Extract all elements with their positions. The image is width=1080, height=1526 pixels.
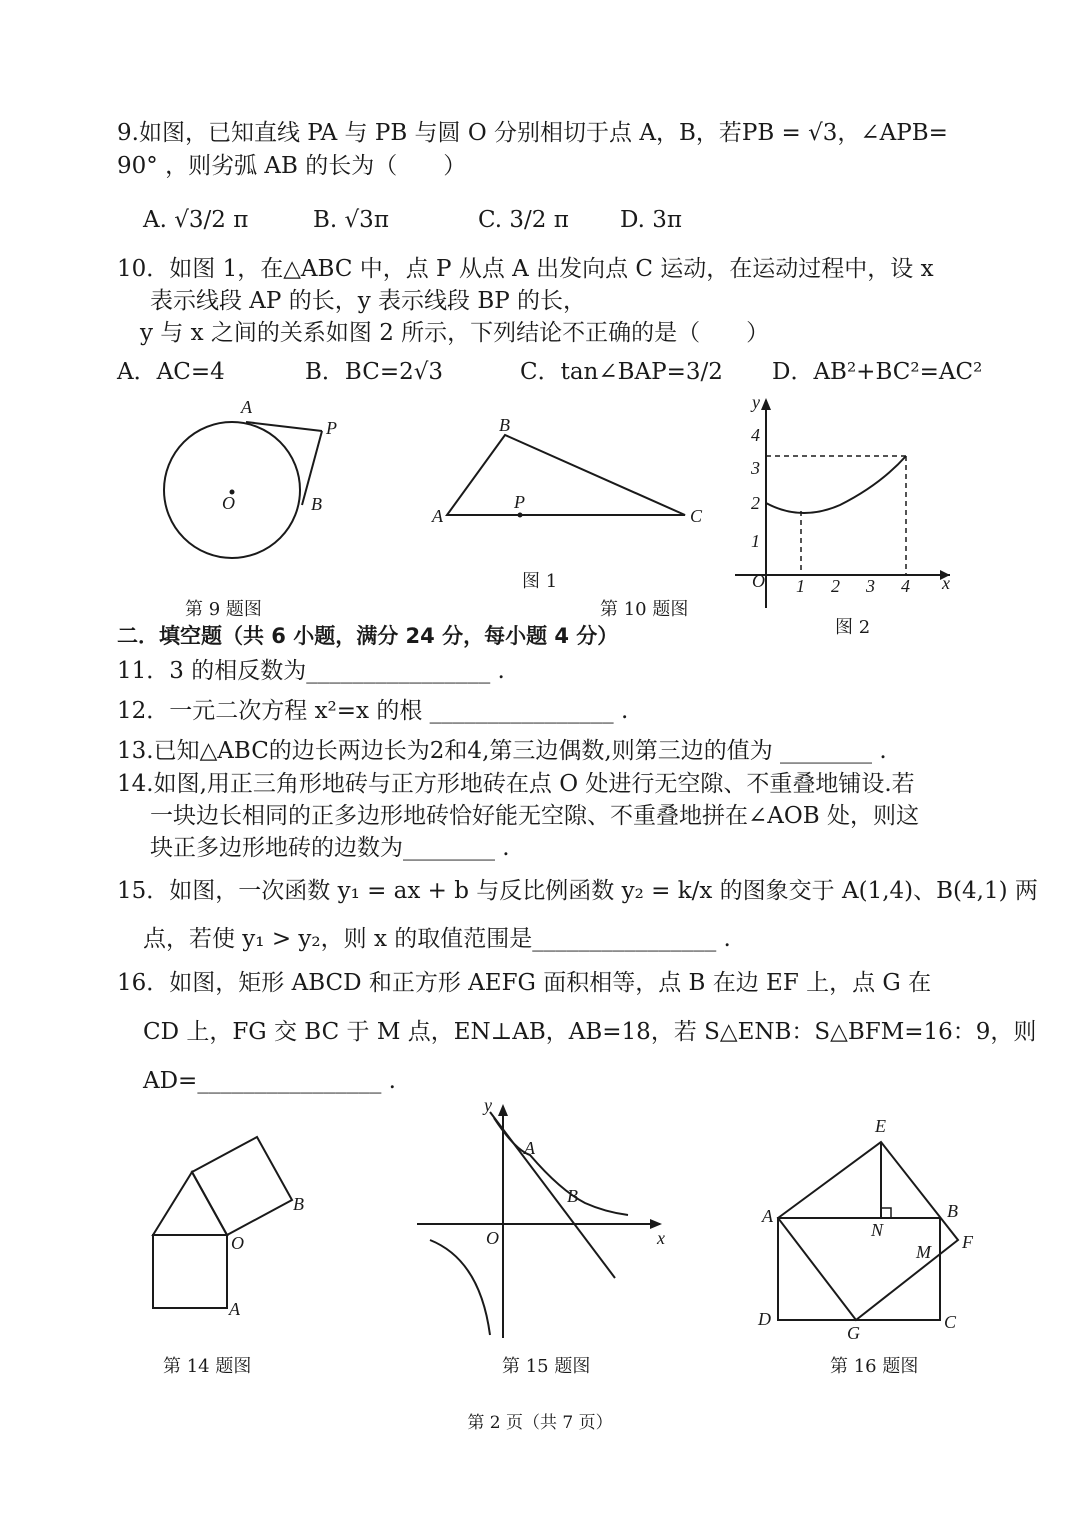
- fig15-label-b: B: [567, 1186, 578, 1206]
- fig9-label-b: B: [311, 494, 322, 514]
- fig15-axis-x: x: [657, 1228, 665, 1248]
- fig9-label-a: A: [241, 397, 252, 417]
- q10-option-b: B．BC=2√3: [305, 359, 444, 385]
- q9-option-d: D. 3π: [620, 207, 682, 233]
- fig15-axis-y: y: [484, 1095, 492, 1115]
- fig9-caption: 第 9 题图: [185, 599, 262, 620]
- fig14-caption: 第 14 题图: [163, 1356, 252, 1377]
- fig15-graph: [417, 1108, 660, 1338]
- fig15-label-a: A: [524, 1138, 535, 1158]
- fig15-caption: 第 15 题图: [502, 1356, 591, 1377]
- section2-heading: 二．填空题（共 6 小题，满分 24 分，每小题 4 分）: [117, 624, 619, 648]
- q15-line1: 15．如图，一次函数 y₁ = ax + b 与反比例函数 y₂ = k/x 的图象交于 A(1,4)、B(4,1) 两: [117, 878, 1038, 904]
- q13: 13.已知△ABC的边长两边长为2和4,第三边偶数,则第三边的值为 ________ .: [117, 738, 887, 764]
- q9-option-c: C. 3/2 π: [478, 207, 569, 233]
- q10-line3: y 与 x 之间的关系如图 2 所示，下列结论不正确的是（ ）: [140, 320, 770, 346]
- fig10-triangle: [447, 435, 685, 515]
- q16-line3: AD=________________ .: [143, 1068, 396, 1094]
- q14-line1: 14.如图,用正三角形地砖与正方形地砖在点 O 处进行无空隙、不重叠地铺设.若: [117, 771, 915, 797]
- q9-line1: 9.如图，已知直线 PA 与 PB 与圆 O 分别相切于点 A，B，若PB = √3，∠APB=: [117, 120, 948, 146]
- fig14-label-o: O: [231, 1233, 244, 1253]
- q16-line2: CD 上，FG 交 BC 于 M 点，EN⊥AB，AB=18，若 S△ENB：S△BFM=16：9，则: [143, 1019, 1037, 1045]
- q10-option-a: A．AC=4: [117, 359, 225, 385]
- fig9-label-p: P: [326, 418, 337, 438]
- q9-line2: 90° ，则劣弧 AB 的长为（ ）: [117, 153, 467, 179]
- fig16-caption: 第 16 题图: [830, 1356, 919, 1377]
- fig10-caption: 第 10 题图: [600, 599, 689, 620]
- fig16-label-a: A: [762, 1206, 773, 1226]
- fig10-ytick: 3: [751, 458, 760, 478]
- fig16-label-f: F: [962, 1232, 973, 1252]
- fig16-label-g: G: [847, 1323, 860, 1343]
- q10-line1: 10．如图 1，在△ABC 中，点 P 从点 A 出发向点 C 运动，在运动过程中，设 x: [117, 256, 934, 282]
- fig9-label-o: O: [222, 493, 235, 513]
- page-footer: 第 2 页（共 7 页）: [467, 1413, 613, 1433]
- fig16-label-e: E: [875, 1116, 886, 1136]
- fig10-xtick: 3: [866, 576, 875, 596]
- fig10-xtick: 2: [831, 576, 840, 596]
- fig10-axis-y: y: [752, 392, 760, 412]
- fig10-ytick: 4: [751, 425, 760, 445]
- fig16-shapes: [778, 1142, 958, 1320]
- fig16-label-c: C: [944, 1312, 957, 1332]
- q9-option-a: A. √3/2 π: [143, 207, 249, 233]
- fig10-label-p: P: [514, 492, 525, 512]
- fig14-label-b: B: [293, 1194, 304, 1214]
- fig16-label-b: B: [947, 1201, 958, 1221]
- q11: 11．3 的相反数为________________ .: [117, 658, 505, 684]
- fig9-circle-tangents: [164, 422, 322, 558]
- fig14-tiles: [153, 1137, 292, 1308]
- q14-line2: 一块边长相同的正多边形地砖恰好能无空隙、不重叠地拼在∠AOB 处，则这: [150, 803, 919, 829]
- fig10-label-b: B: [499, 415, 510, 435]
- fig10-sub1-caption: 图 1: [522, 571, 558, 592]
- fig10-origin: O: [752, 571, 765, 591]
- fig16-label-m: M: [916, 1242, 931, 1262]
- fig14-label-a: A: [229, 1299, 240, 1319]
- q16-line1: 16．如图，矩形 ABCD 和正方形 AEFG 面积相等，点 B 在边 EF 上，点 G 在: [117, 970, 932, 996]
- q14-line3: 块正多边形地砖的边数为________ .: [150, 835, 510, 861]
- fig10-label-a: A: [432, 506, 443, 526]
- q12: 12．一元二次方程 x²=x 的根 ________________ .: [117, 698, 629, 724]
- q9-option-b: B. √3π: [313, 207, 389, 233]
- q10-line2: 表示线段 AP 的长，y 表示线段 BP 的长，: [150, 288, 587, 314]
- fig10-xtick: 4: [901, 576, 910, 596]
- q10-option-d: D．AB²+BC²=AC²: [772, 359, 983, 385]
- fig10-curve: [766, 456, 906, 513]
- fig10-xtick: 1: [796, 576, 805, 596]
- fig10-ytick: 1: [751, 531, 760, 551]
- q15-line2: 点，若使 y₁ > y₂，则 x 的取值范围是________________ .: [143, 926, 731, 952]
- fig10-ytick: 2: [751, 493, 760, 513]
- fig10-label-c: C: [690, 506, 703, 526]
- fig16-label-d: D: [758, 1309, 771, 1329]
- fig15-origin: O: [486, 1228, 499, 1248]
- q10-option-c: C．tan∠BAP=3/2: [520, 359, 723, 385]
- fig10-axis-x: x: [942, 573, 950, 593]
- fig10-sub2-caption: 图 2: [835, 617, 871, 638]
- fig16-label-n: N: [871, 1220, 884, 1240]
